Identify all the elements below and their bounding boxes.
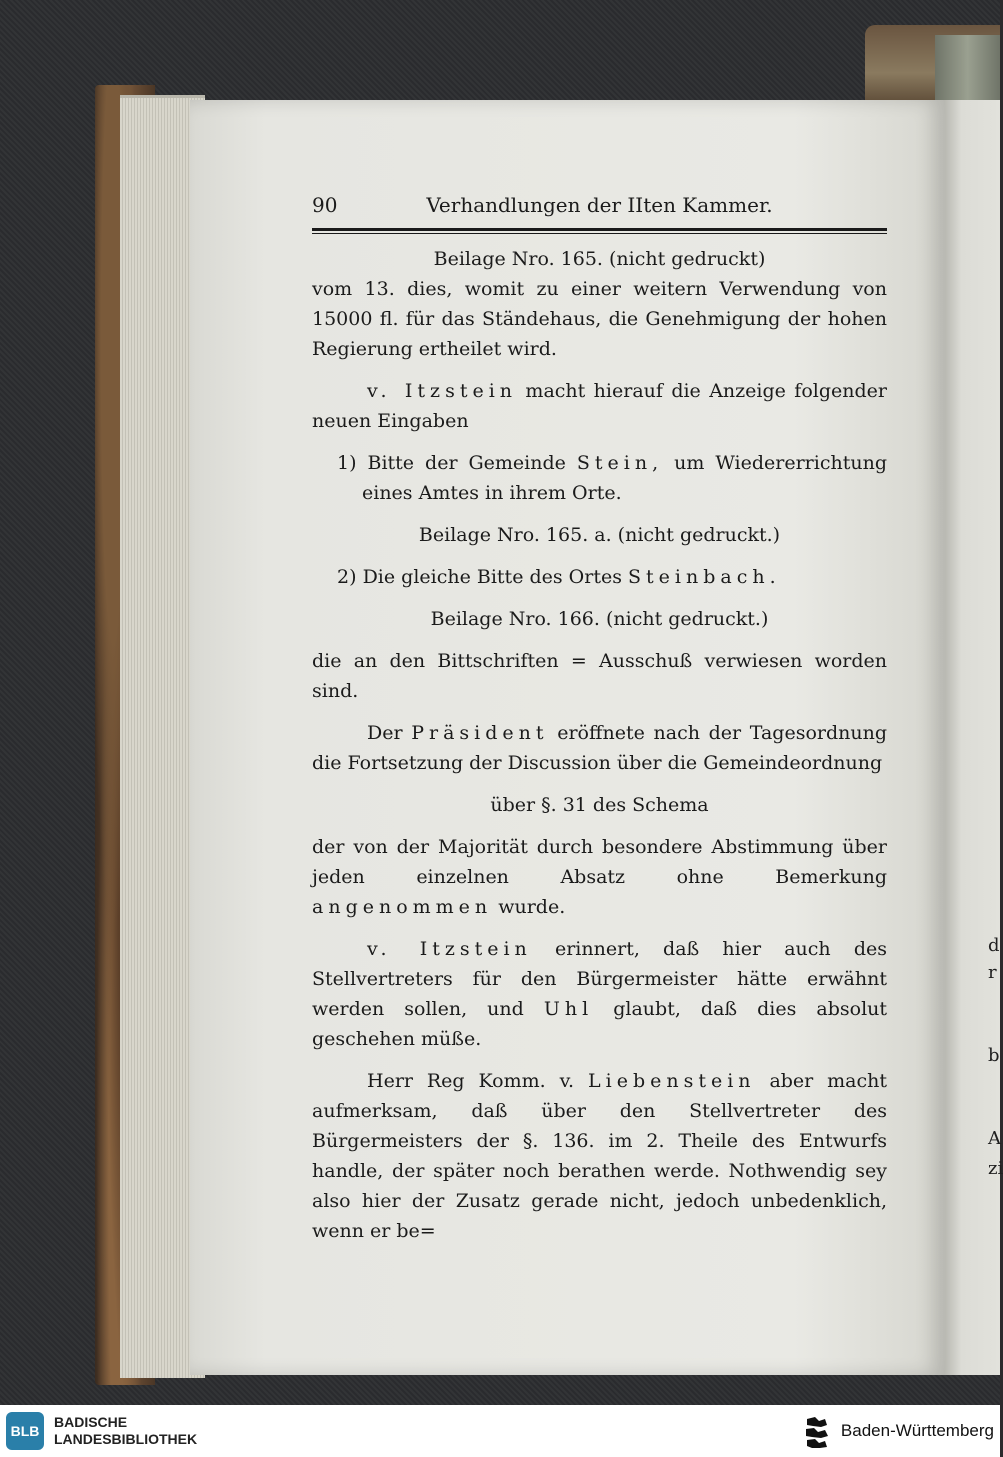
page-header [312,190,887,222]
facing-page-fragment: zi [988,1158,1003,1179]
list-item [337,448,887,508]
paragraph [312,1066,887,1246]
facing-page-fragment: b [988,1045,1000,1066]
viewer-footer [0,1405,1000,1457]
header-rule [312,228,887,234]
facing-page-fragment: r [988,962,997,983]
speaker-name: Präsident [411,722,549,744]
paragraph-text: aber macht aufmerksam, daß über den Stellvertreter des Bürgermeisters der §. 136. im 2. Theile des Entwurfs handle, der später noch berathen werde. Nothwendig sey also hier der Zusatz gerade nicht, jedoch unbedenklich, wenn er be= [312,1070,888,1242]
library-name-line: LANDESBIBLIOTHEK [54,1431,198,1447]
beilage-heading: Beilage Nro. 165. (nicht gedruckt) [433,248,766,270]
list-number: 1) [337,452,357,474]
paragraph [312,376,887,436]
lion-crest-icon [803,1413,831,1449]
paragraph-text: erinnert, daß hier auch des Stellvertreters für den Bürgermeister hätte erwähnt werden sollen, und [312,938,887,1020]
subheading: über §. 31 des Schema [490,794,709,816]
list-text: Die gleiche Bitte des Ortes [362,566,622,588]
running-head: Verhandlungen der IIten Kammer. [426,193,773,217]
emphasized-word: angenommen [312,896,493,918]
paragraph-text: macht hierauf die Anzeige folgender neuen Eingaben [312,380,887,432]
facing-page-fragment: d [988,935,1000,956]
paragraph-text: glaubt, daß dies absolut geschehen müße. [312,998,888,1050]
list-text: Bitte der Gemeinde [367,452,566,474]
book-spine-edge [935,35,1000,105]
paragraph-text: Der [367,722,403,744]
place-name: Stein, [576,452,664,474]
facing-page-fragment: A [988,1128,1001,1149]
speaker-name: Liebenstein [588,1070,756,1092]
library-name-line: BADISCHE [54,1414,128,1430]
paragraph: die an den Bittschriften = Ausschuß verwiesen worden sind. [312,650,887,702]
speaker-name: Uhl [543,998,594,1020]
paragraph: vom 13. dies, womit zu einer weitern Verwendung von 15000 fl. für das Ständehaus, die Genehmigung der hohen Regierung ertheilet wird. [312,278,887,360]
paragraph-text: Herr Reg Komm. v. [367,1070,575,1092]
page-number: 90 [312,193,338,217]
paragraph [312,934,887,1054]
paragraph-text: wurde. [498,896,566,918]
paragraph [312,718,887,778]
facing-page-sliver [945,100,1000,1375]
list-item [337,562,887,592]
paragraph-text: der von der Majorität durch besondere Abstimmung über jeden einzelnen Absatz ohne Bemerkung [312,836,887,888]
speaker-name: v. Itzstein [367,380,518,402]
beilage-heading: Beilage Nro. 166. (nicht gedruckt.) [430,608,769,630]
paragraph-text: eröffnete nach der Tagesordnung die Fortsetzung der Discussion über die Gemeindeordnung [312,722,887,774]
list-text: um Wiedererrichtung eines Amtes in ihrem Orte. [362,452,887,504]
paragraph [312,832,887,922]
state-logo[interactable] [803,1413,994,1449]
page-text [312,190,887,1246]
blb-logo-icon[interactable]: BLB [6,1412,44,1450]
list-number: 2) [337,566,357,588]
place-name: Steinbach. [628,566,781,588]
library-name[interactable] [54,1414,197,1448]
state-name: Baden-Württemberg [840,1421,994,1440]
beilage-heading: Beilage Nro. 165. a. (nicht gedruckt.) [418,524,781,546]
speaker-name: v. Itzstein [367,938,532,960]
